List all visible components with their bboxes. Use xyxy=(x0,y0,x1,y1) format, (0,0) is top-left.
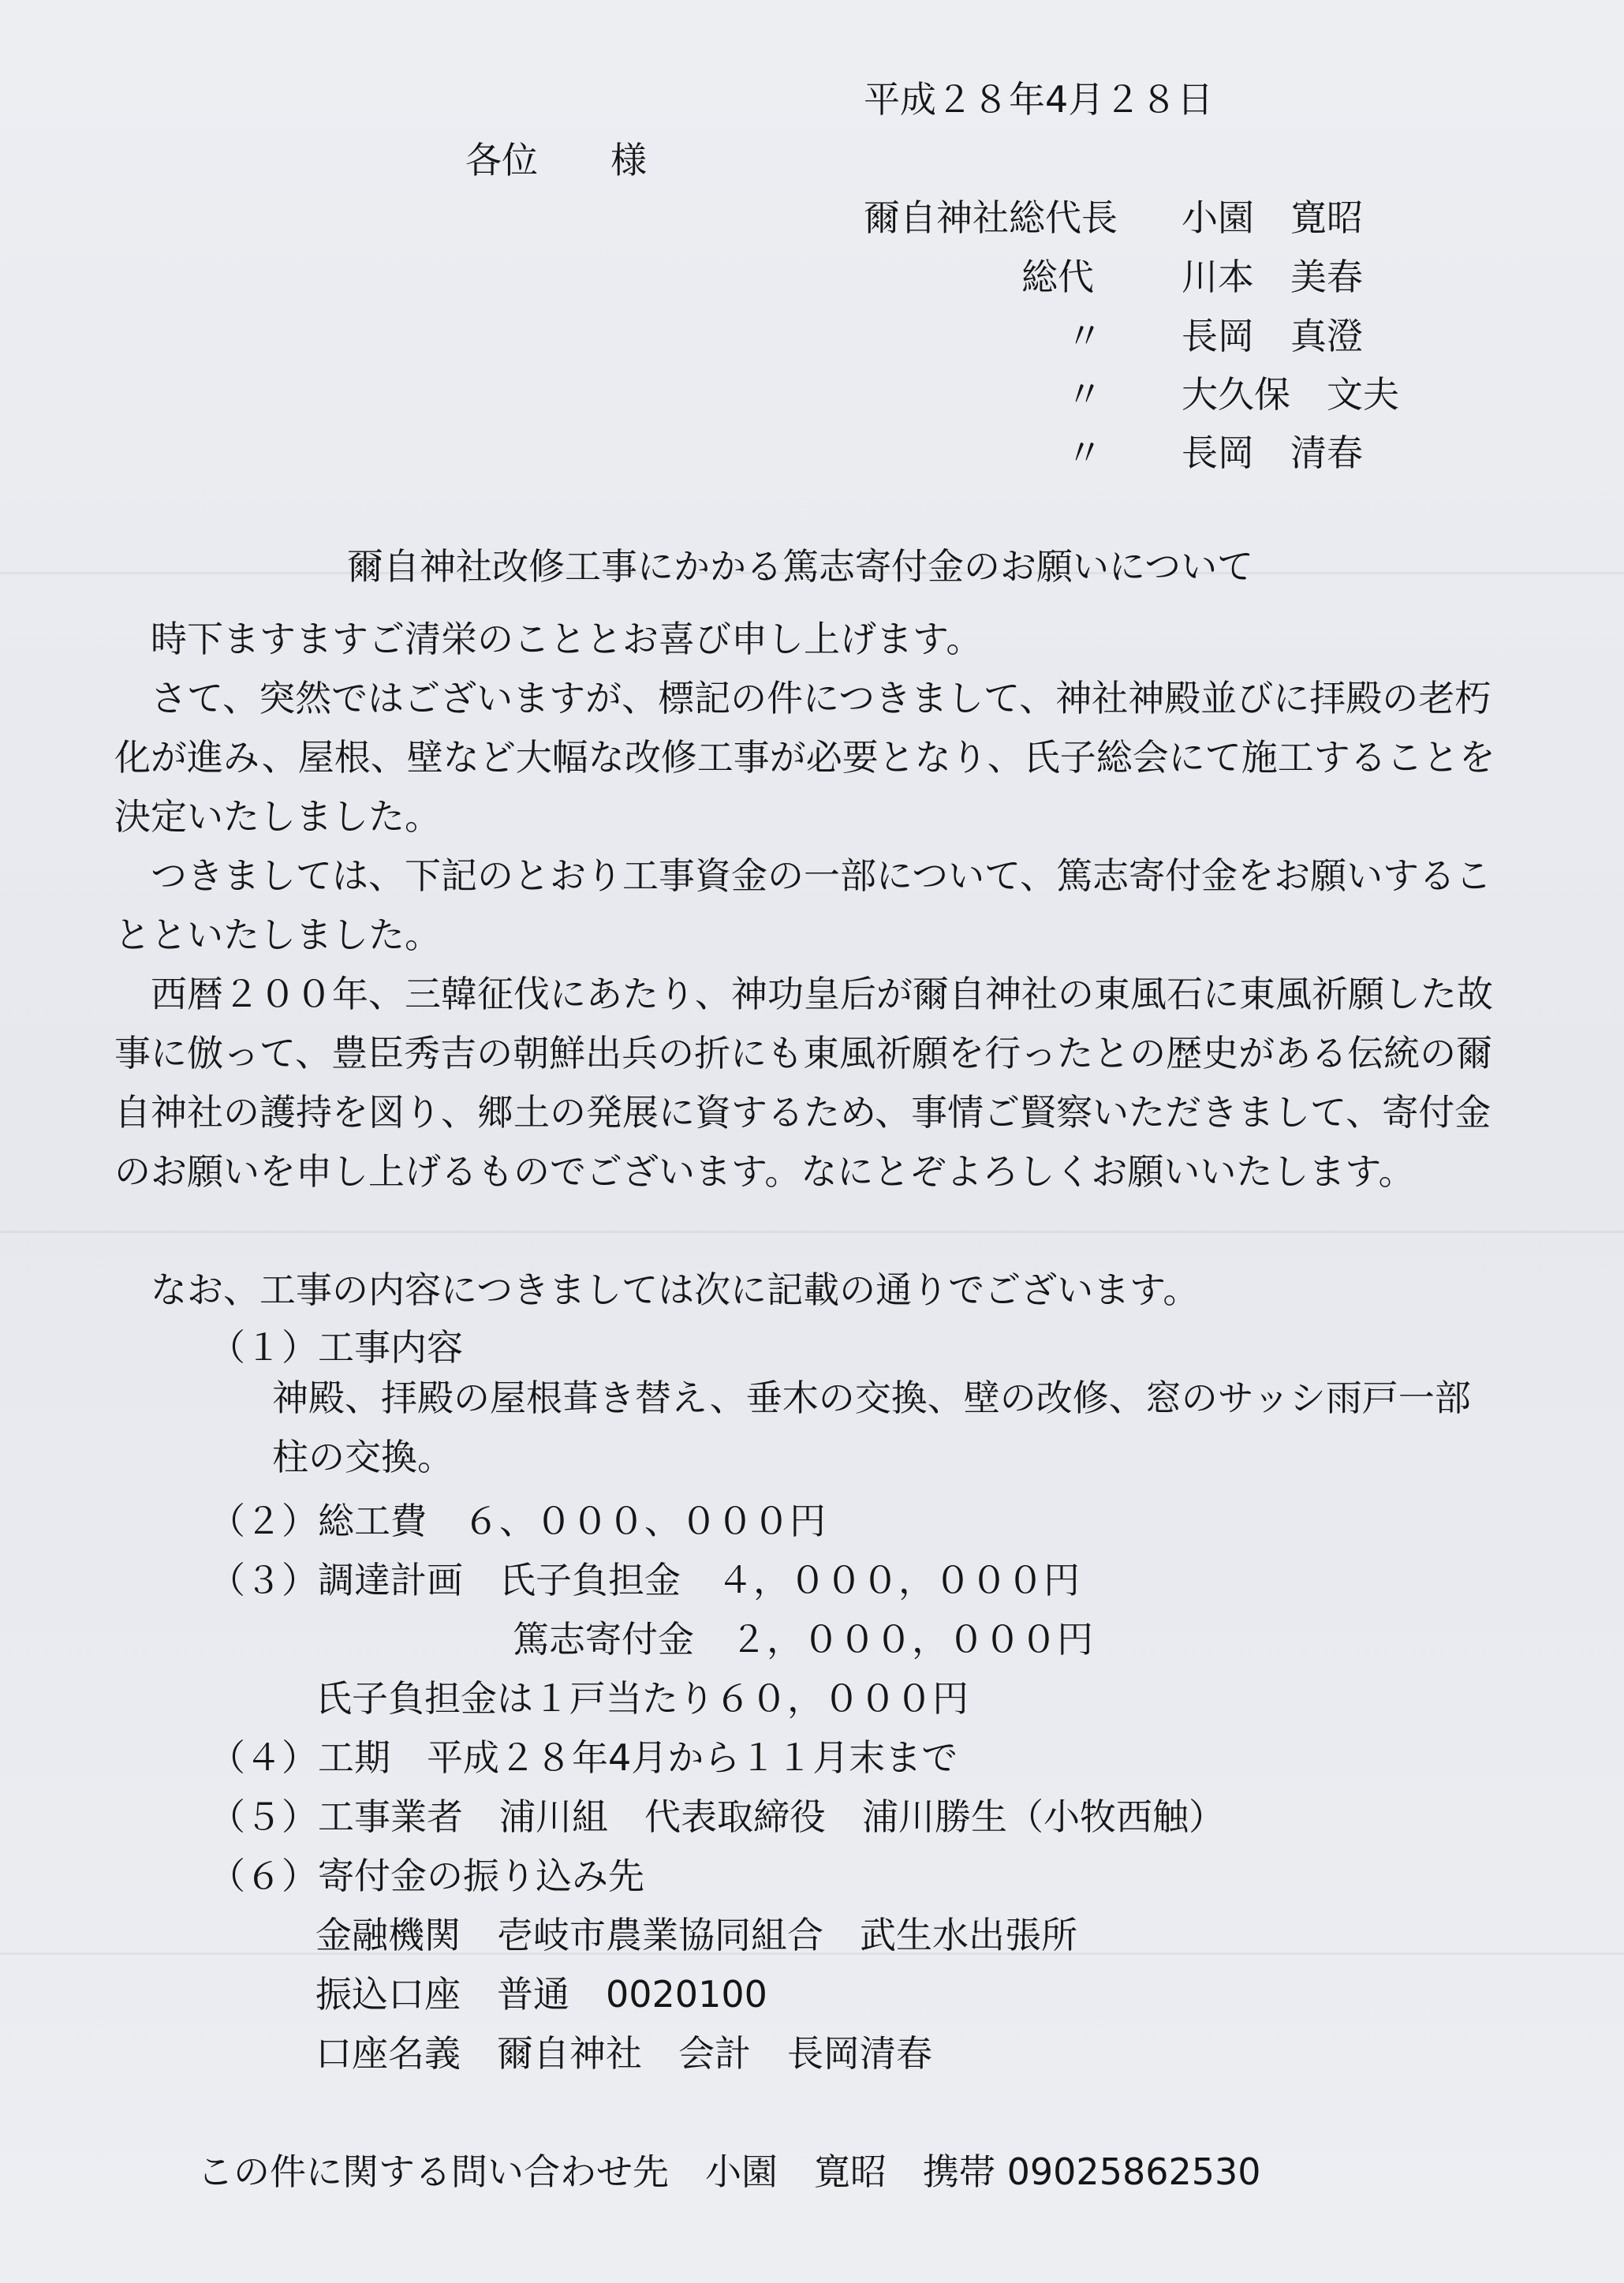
letter-title: 爾自神社改修工事にかかる篤志寄付金のお願いについて xyxy=(347,545,1254,588)
paragraph-request: つきましては、下記のとおり工事資金の一部について、篤志寄付金をお願いすることといたしました。 xyxy=(114,854,1492,956)
item-work-period: （４）工期 平成２８年4月から１１月末まで xyxy=(209,1736,958,1779)
paragraph-greeting: 時下ますますご清栄のこととお喜び申し上げます。 xyxy=(151,618,983,660)
signatory-role: 総代 xyxy=(1021,256,1094,298)
item-transfer-destination: （６）寄付金の振り込み先 xyxy=(209,1855,644,1897)
paper-fold xyxy=(0,1231,1624,1233)
paragraph-background: さて、突然ではございますが、標記の件につきまして、神社神殿並びに拝殿の老朽化が進み、屋根、壁など大幅な改修工事が必要となり、氏子総会にて施工することを決定いたしました。 xyxy=(114,677,1495,838)
item-work-content-detail: 神殿、拝殿の屋根葺き替え、垂木の交換、壁の改修、窓のサッシ雨戸一部柱の交換。 xyxy=(272,1377,1471,1478)
signatory-name: 小園 寛昭 xyxy=(1182,196,1363,239)
item-per-household: 氏子負担金は１戸当たり６０，０００円 xyxy=(315,1677,969,1720)
item-donation-amount: 篤志寄付金 ２，０００，０００円 xyxy=(513,1618,1093,1661)
item-bank: 金融機関 壱岐市農業協同組合 武生水出張所 xyxy=(315,1914,1077,1956)
signatory-role: 〃 xyxy=(1066,315,1103,357)
item-funding-plan: （３）調達計画 氏子負担金 ４，０００，０００円 xyxy=(209,1559,1080,1601)
item-contractor: （５）工事業者 浦川組 代表取締役 浦川勝生（小牧西触） xyxy=(209,1795,1225,1838)
item-account: 振込口座 普通 0020100 xyxy=(315,1973,767,2016)
signatory-name: 川本 美春 xyxy=(1182,256,1363,298)
letter-date: 平成２８年4月２８日 xyxy=(864,78,1214,121)
signatory-role: 爾自神社総代長 xyxy=(864,196,1118,239)
item-account-holder: 口座名義 爾自神社 会計 長岡清春 xyxy=(315,2032,932,2075)
signatory-role: 〃 xyxy=(1066,432,1103,474)
signatory-name: 大久保 文夫 xyxy=(1182,373,1399,416)
paragraph-history: 西暦２００年、三韓征伐にあたり、神功皇后が爾自神社の東風石に東風祈願した故事に倣って、豊臣秀吉の朝鮮出兵の折にも東風祈願を行ったとの歴史がある伝統の爾自神社の護持を図り、郷土の発展に資するため、事情ご賢察いただきまして、寄付金のお願いを申し上げるものでございます。なにとぞよろしくお願いいたします。 xyxy=(114,973,1493,1193)
addressee: 各位 様 xyxy=(465,139,647,181)
item-total-cost: （２）総工費 ６、０００、０００円 xyxy=(209,1500,826,1542)
paragraph-details-intro: なお、工事の内容につきましては次に記載の通りでございます。 xyxy=(151,1269,1200,1311)
contact-info: この件に関する問い合わせ先 小園 寛昭 携帯 09025862530 xyxy=(197,2150,1261,2193)
signatory-name: 長岡 真澄 xyxy=(1182,315,1363,357)
signatory-role: 〃 xyxy=(1066,373,1103,416)
item-work-content-label: （１）工事内容 xyxy=(209,1326,463,1369)
signatory-name: 長岡 清春 xyxy=(1182,432,1363,474)
